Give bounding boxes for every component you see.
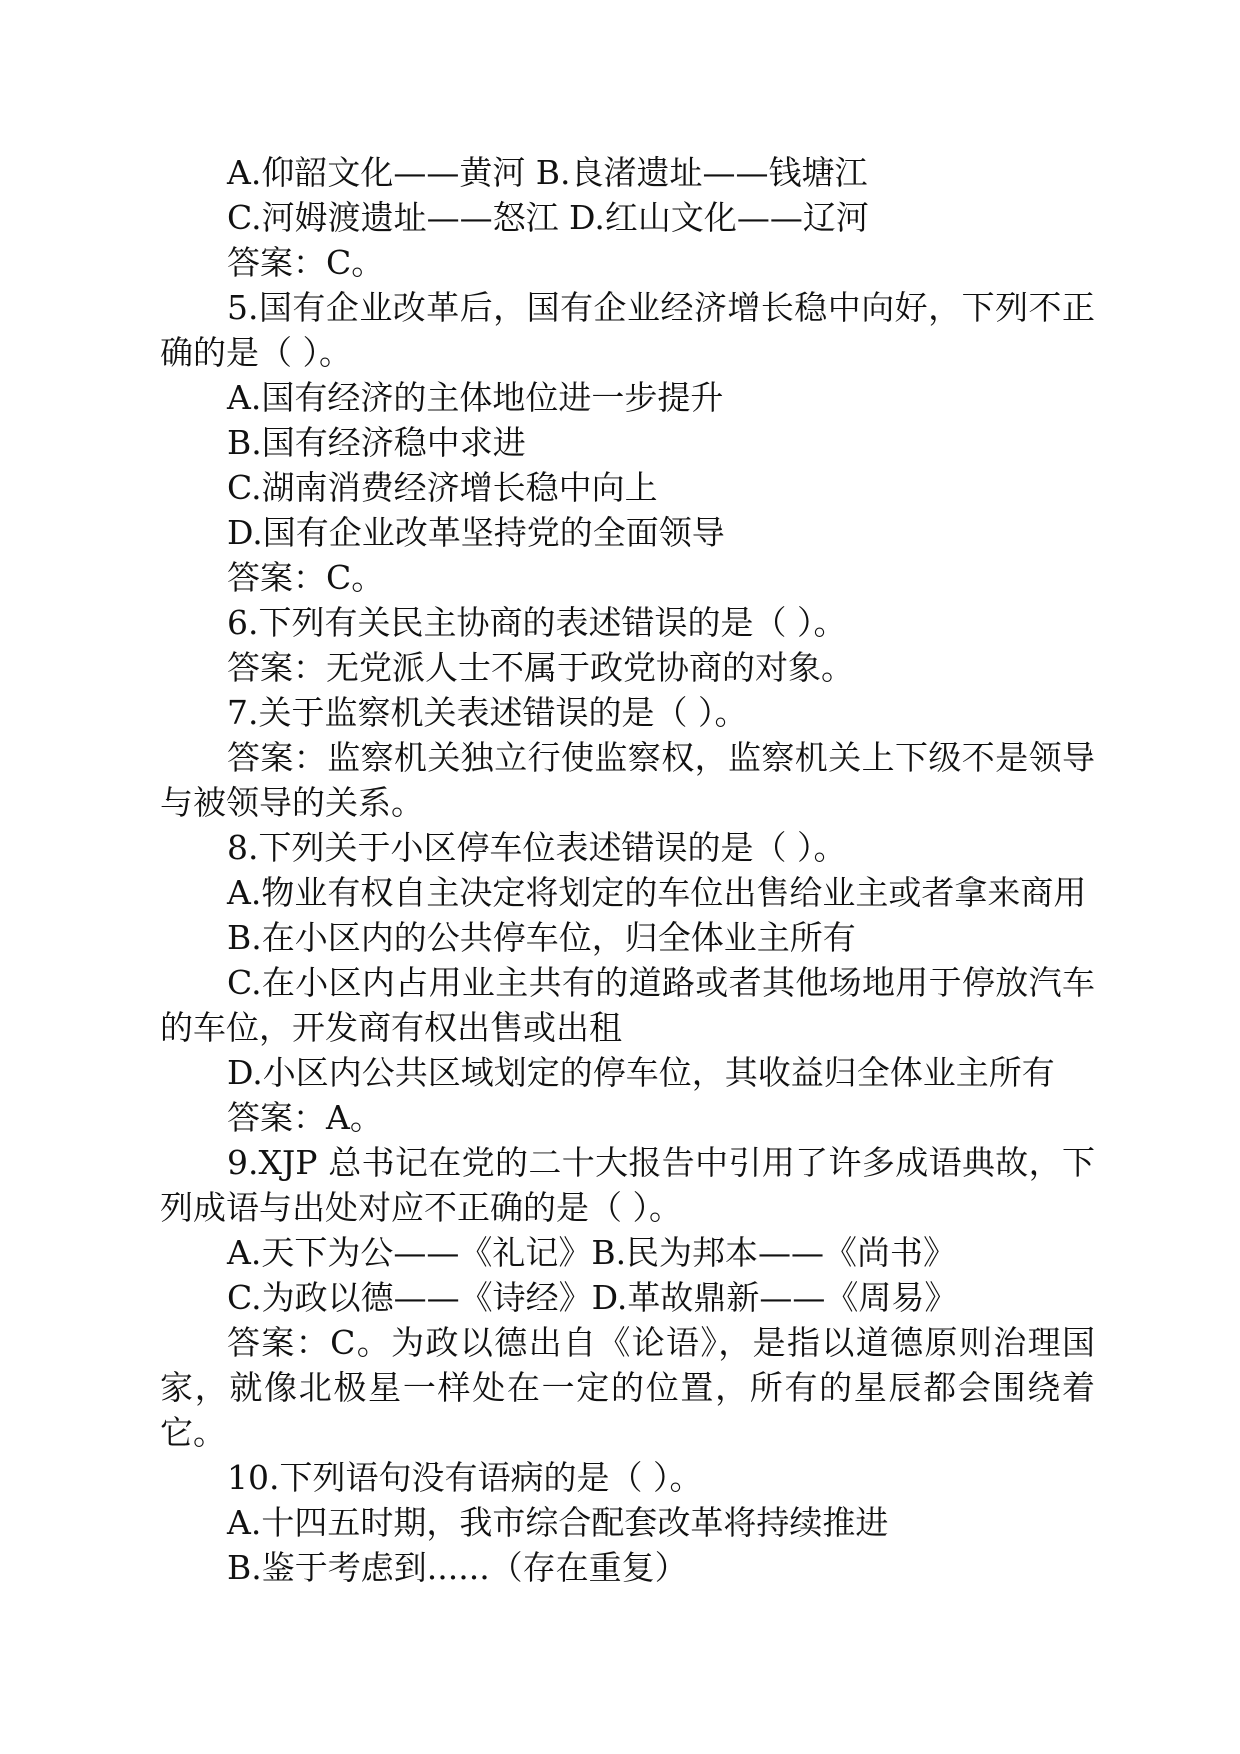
- option-line: A.仰韶文化——黄河 B.良渚遗址——钱塘江: [227, 153, 868, 192]
- question-10: 10.下列语句没有语病的是（ ）。: [227, 1458, 703, 1497]
- answer-line: 答案：无党派人士不属于政党协商的对象。: [227, 648, 854, 687]
- question-5: 5.国有企业改革后，国有企业经济增长稳中向好，下列不正确的是（ ）。: [160, 288, 1095, 372]
- option-line: B.在小区内的公共停车位，归全体业主所有: [227, 918, 856, 957]
- option-line: C.河姆渡遗址——怒江 D.红山文化——辽河: [227, 198, 869, 237]
- question-6: 6.下列有关民主协商的表述错误的是（ ）。: [227, 603, 847, 642]
- question-9: 9.XJP 总书记在党的二十大报告中引用了许多成语典故，下列成语与出处对应不正确的是（ ）。: [160, 1143, 1095, 1227]
- option-line: C.为政以德——《诗经》D.革故鼎新——《周易》: [227, 1278, 958, 1317]
- answer-line: 答案：C。: [227, 243, 385, 282]
- answer-line: 答案：A。: [227, 1098, 383, 1137]
- option-line: C.湖南消费经济增长稳中向上: [227, 468, 658, 507]
- document-body: [160, 150, 1095, 1590]
- option-line: A.国有经济的主体地位进一步提升: [227, 378, 724, 417]
- question-7: 7.关于监察机关表述错误的是（ ）。: [227, 693, 748, 732]
- answer-line: 答案：C。: [227, 558, 385, 597]
- option-line: D.小区内公共区域划定的停车位，其收益归全体业主所有: [227, 1053, 1055, 1092]
- option-line: A.十四五时期，我市综合配套改革将持续推进: [227, 1503, 889, 1542]
- option-line: C.在小区内占用业主共有的道路或者其他场地用于停放汽车的车位，开发商有权出售或出租: [160, 963, 1095, 1047]
- option-line: D.国有企业改革坚持党的全面领导: [227, 513, 725, 552]
- answer-line: 答案：C。为政以德出自《论语》，是指以道德原则治理国家，就像北极星一样处在一定的位置，所有的星辰都会围绕着它。: [160, 1323, 1095, 1452]
- option-line: A.天下为公——《礼记》B.民为邦本——《尚书》: [227, 1233, 957, 1272]
- question-8: 8.下列关于小区停车位表述错误的是（ ）。: [227, 828, 847, 867]
- answer-line: 答案：监察机关独立行使监察权，监察机关上下级不是领导与被领导的关系。: [160, 738, 1095, 822]
- option-line: A.物业有权自主决定将划定的车位出售给业主或者拿来商用: [227, 873, 1087, 912]
- option-line: B.国有经济稳中求进: [227, 423, 526, 462]
- option-line: B.鉴于考虑到......（存在重复）: [227, 1548, 688, 1587]
